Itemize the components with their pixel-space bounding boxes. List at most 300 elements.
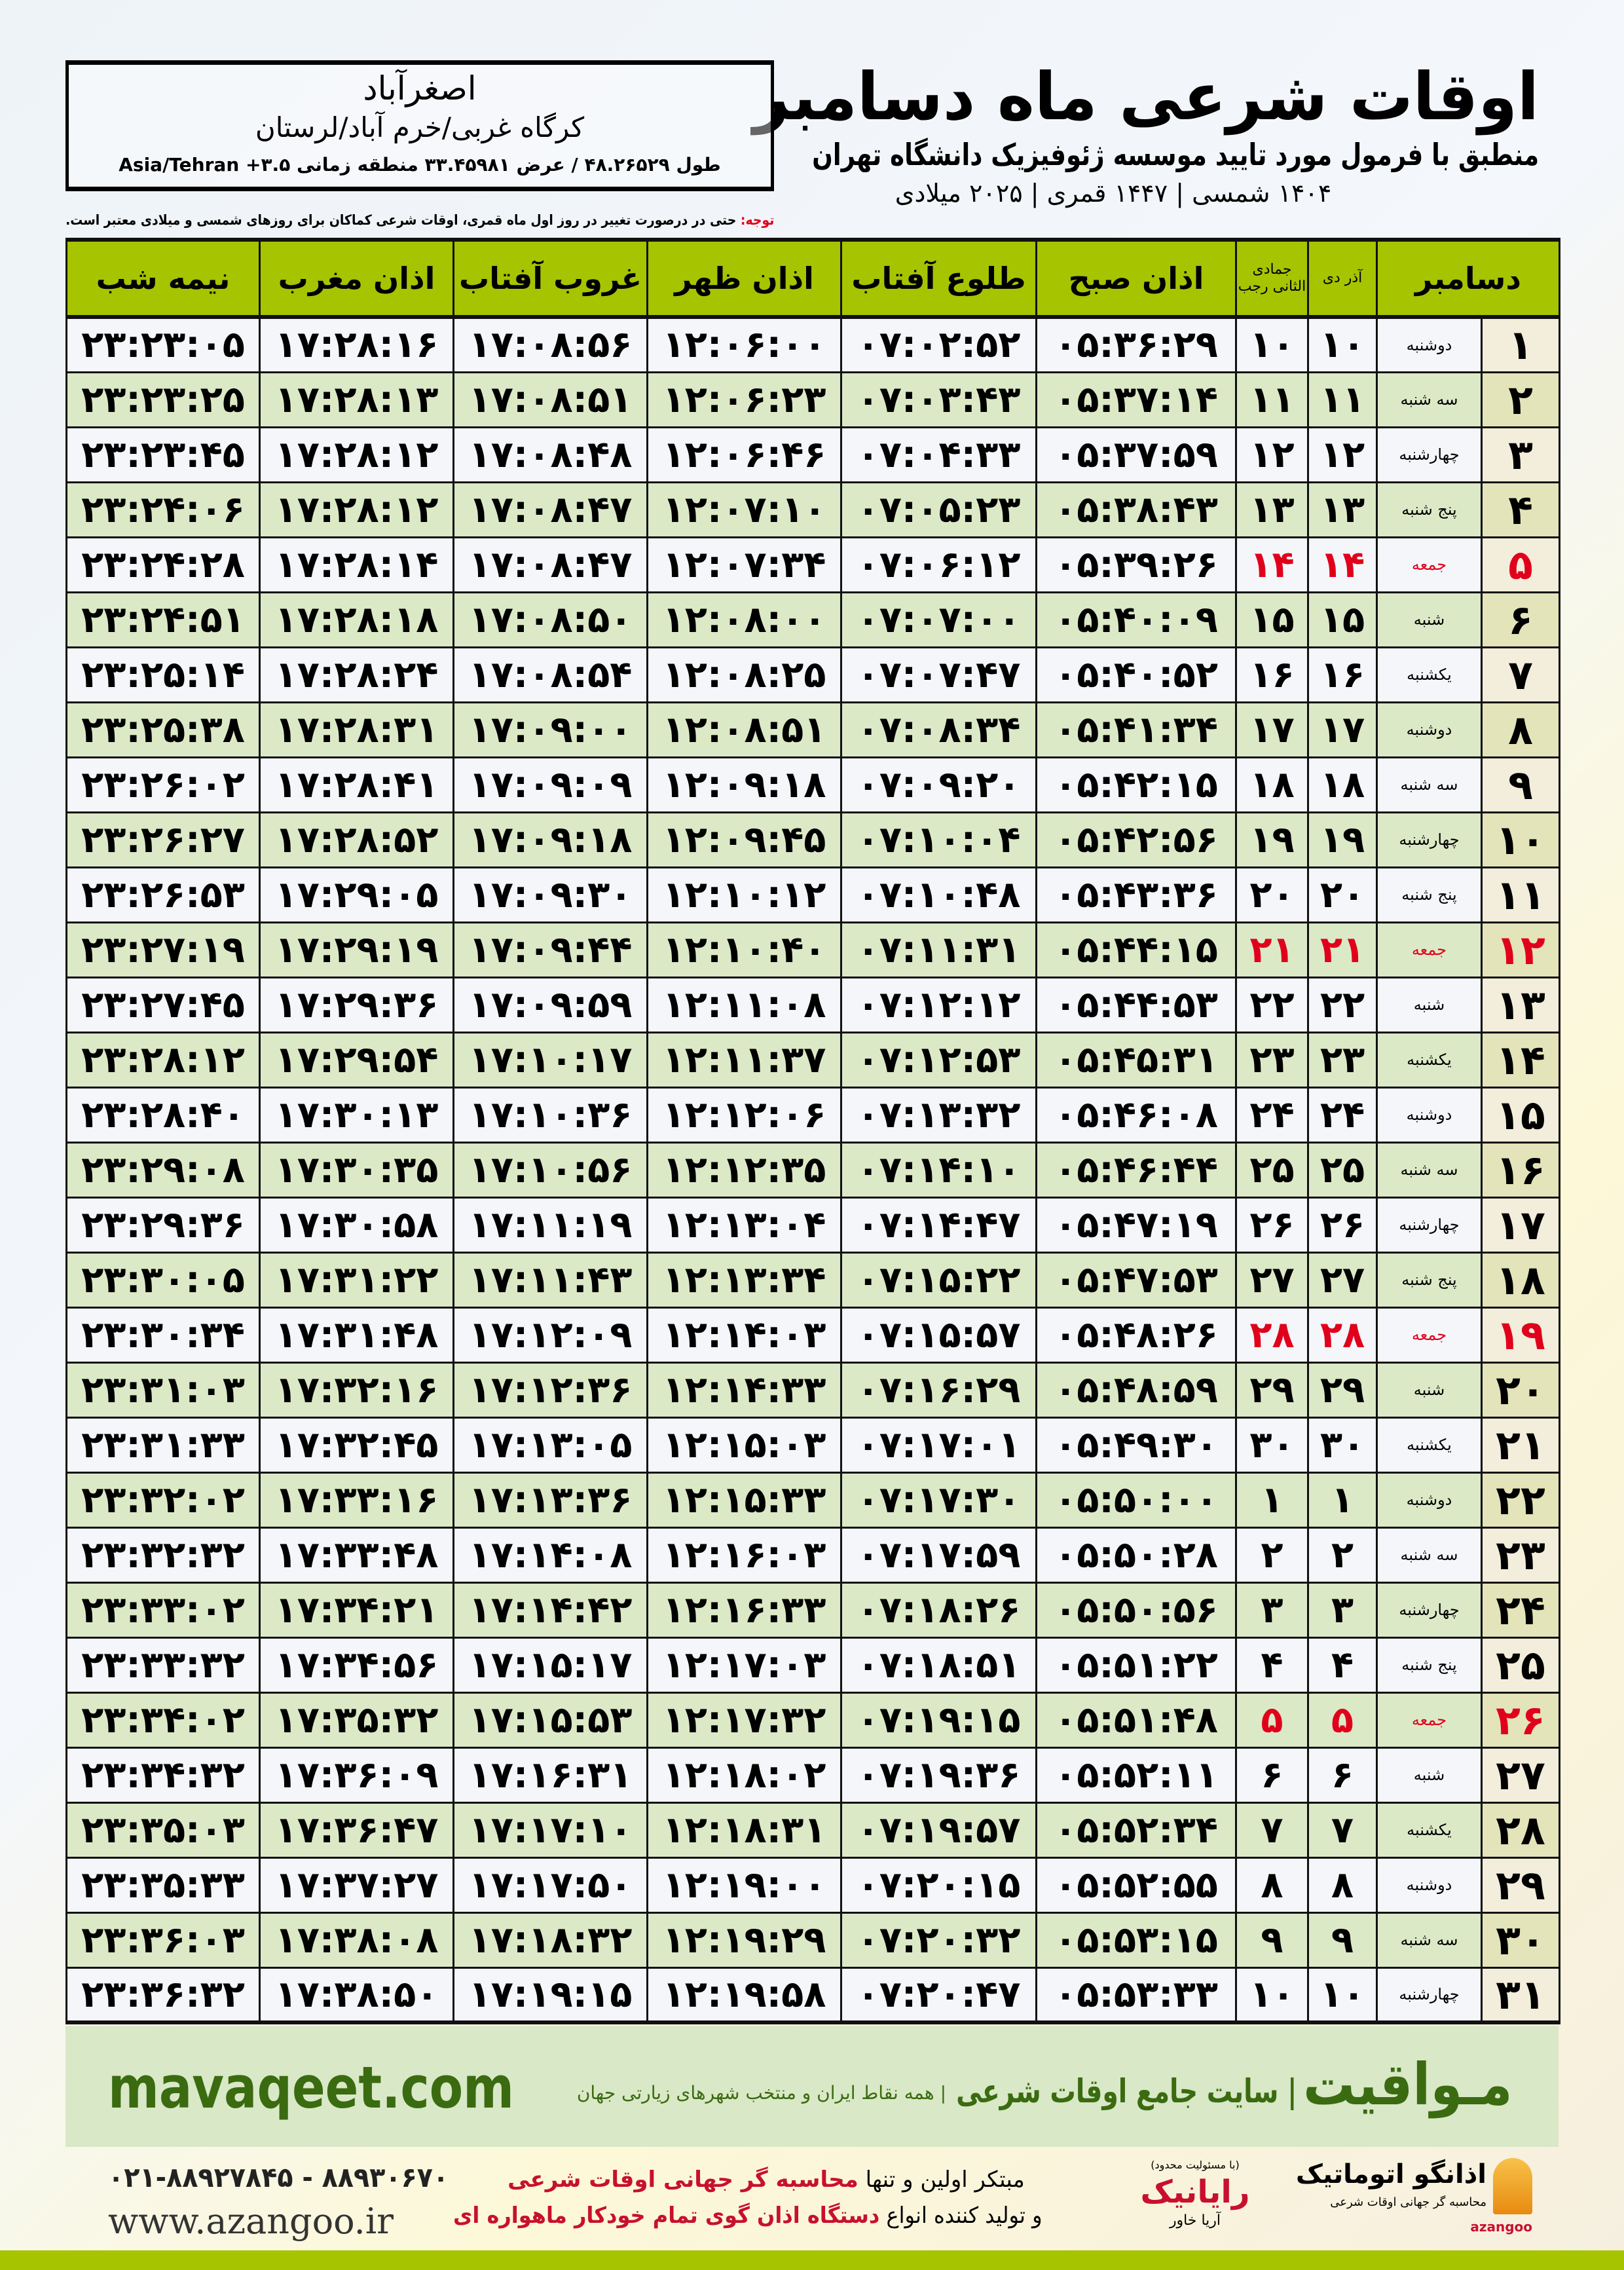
- prayer-times-table: [65, 238, 1560, 2024]
- cell-hijri-text: ۲۵: [1249, 1148, 1295, 1191]
- cell-sobh-text: ۰۵:۳۷:۵۹: [1054, 433, 1218, 476]
- cell-hijri: [1236, 592, 1308, 647]
- coords-line: [75, 153, 764, 177]
- cell-hijri-text: ۹: [1261, 1918, 1283, 1962]
- cell-zohr: [648, 812, 841, 867]
- cell-sobh-text: ۰۵:۴۶:۴۴: [1054, 1148, 1218, 1191]
- cell-nime-text: ۲۳:۳۲:۳۲: [81, 1533, 245, 1576]
- col-tolu: طلوع آفتاب: [841, 240, 1037, 317]
- cell-maghrib: [260, 482, 454, 537]
- col-dey: آذر دی: [1308, 240, 1377, 317]
- cell-dey-text: ۲۱: [1320, 928, 1365, 971]
- cell-day-text: ۹: [1508, 760, 1533, 809]
- cell-tolu-text: ۰۷:۰۲:۵۲: [857, 324, 1021, 367]
- cell-sobh: [1037, 647, 1236, 702]
- cell-hijri: [1236, 1747, 1308, 1802]
- cell-dey: [1308, 1307, 1377, 1362]
- cell-tolu-text: ۰۷:۰۷:۰۰: [857, 598, 1021, 641]
- cell-nime: [67, 812, 260, 867]
- cell-weekday: [1377, 1747, 1482, 1802]
- cell-hijri: [1236, 1307, 1308, 1362]
- cell-dey-text: ۱۱: [1320, 378, 1365, 421]
- cell-hijri: [1236, 482, 1308, 537]
- cell-nime-text: ۲۳:۲۸:۴۰: [81, 1093, 245, 1136]
- region-line: [75, 111, 764, 145]
- city-name: اصغرآباد: [363, 69, 477, 107]
- cell-hijri: [1236, 317, 1308, 372]
- cell-sobh-text: ۰۵:۴۴:۵۳: [1054, 983, 1218, 1026]
- cell-sobh: [1037, 1912, 1236, 1967]
- cell-ghorub-text: ۱۷:۰۸:۵۰: [468, 598, 633, 641]
- cell-zohr: [648, 1472, 841, 1527]
- table-row: [67, 1857, 1560, 1912]
- cell-weekday-text: پنج شنبه: [1401, 885, 1457, 904]
- cell-sobh-text: ۰۵:۴۲:۵۶: [1054, 818, 1218, 861]
- cell-maghrib: [260, 1252, 454, 1307]
- cell-ghorub: [454, 317, 648, 372]
- cell-nime: [67, 372, 260, 427]
- mosque-dome-icon: [1493, 2158, 1532, 2214]
- col-sobh: اذان صبح: [1037, 240, 1236, 317]
- azangoo-en: azangoo: [1470, 2219, 1532, 2235]
- cell-nime: [67, 482, 260, 537]
- cell-weekday: [1377, 1692, 1482, 1747]
- table-row: [67, 537, 1560, 592]
- cell-nime: [67, 1252, 260, 1307]
- cell-zohr-text: ۱۲:۱۹:۵۸: [662, 1973, 826, 2016]
- table-row: [67, 1307, 1560, 1362]
- cell-hijri-text: ۱۶: [1249, 653, 1295, 696]
- cell-ghorub-text: ۱۷:۰۹:۰۰: [468, 708, 633, 751]
- cell-sobh-text: ۰۵:۵۳:۱۵: [1054, 1918, 1218, 1962]
- cell-zohr: [648, 1527, 841, 1582]
- cell-tolu-text: ۰۷:۱۰:۴۸: [857, 873, 1021, 916]
- cell-ghorub-text: ۱۷:۱۰:۱۷: [468, 1038, 633, 1081]
- cell-hijri-text: ۳۰: [1249, 1423, 1295, 1466]
- cell-weekday: [1377, 812, 1482, 867]
- cell-zohr-text: ۱۲:۰۶:۴۶: [662, 433, 826, 476]
- cell-day-text: ۲۵: [1496, 1641, 1545, 1689]
- cell-sobh-text: ۰۵:۴۷:۱۹: [1054, 1203, 1218, 1246]
- table-row: [67, 1912, 1560, 1967]
- table-row: [67, 1967, 1560, 2022]
- cell-dey-text: ۱۵: [1320, 598, 1365, 641]
- cell-nime: [67, 647, 260, 702]
- cell-day: [1482, 1087, 1560, 1142]
- cell-tolu: [841, 1142, 1037, 1197]
- cell-maghrib-text: ۱۷:۳۷:۲۷: [274, 1863, 439, 1907]
- cell-dey: [1308, 647, 1377, 702]
- cell-tolu-text: ۰۷:۱۷:۰۱: [857, 1423, 1021, 1466]
- cell-sobh-text: ۰۵:۳۹:۲۶: [1054, 543, 1218, 586]
- page-subtitle: منطبق با فرمول مورد تایید موسسه ژئوفیزیک دانشگاه تهران: [811, 137, 1539, 172]
- cell-weekday-text: یکشنبه: [1407, 1821, 1452, 1839]
- year-line-wrap: [819, 178, 1408, 208]
- cell-zohr-text: ۱۲:۱۴:۰۳: [662, 1313, 826, 1356]
- cell-dey: [1308, 317, 1377, 372]
- cell-hijri: [1236, 1142, 1308, 1197]
- cell-weekday: [1377, 1032, 1482, 1087]
- cell-tolu: [841, 812, 1037, 867]
- cell-weekday: [1377, 482, 1482, 537]
- cell-day: [1482, 372, 1560, 427]
- cell-hijri-text: ۲۴: [1249, 1093, 1295, 1136]
- cell-sobh-text: ۰۵:۵۲:۳۴: [1054, 1808, 1218, 1851]
- cell-weekday: [1377, 1087, 1482, 1142]
- cell-ghorub-text: ۱۷:۱۱:۴۳: [468, 1258, 633, 1301]
- cell-ghorub-text: ۱۷:۰۹:۴۴: [468, 928, 633, 971]
- cell-zohr-text: ۱۲:۱۱:۰۸: [662, 983, 826, 1026]
- cell-zohr: [648, 1252, 841, 1307]
- cell-weekday: [1377, 1307, 1482, 1362]
- cell-zohr: [648, 372, 841, 427]
- page-title: اوقات شرعی ماه دسامبر: [752, 58, 1539, 135]
- mavaqeet-banner: [65, 2026, 1559, 2147]
- cell-zohr-text: ۱۲:۱۲:۰۶: [662, 1093, 826, 1136]
- cell-nime-text: ۲۳:۳۲:۰۲: [81, 1478, 245, 1521]
- cell-zohr-text: ۱۲:۰۹:۴۵: [662, 818, 826, 861]
- cell-day-text: ۲۲: [1496, 1476, 1545, 1524]
- azangoo-url-wrap: [108, 2201, 449, 2242]
- cell-day-text: ۳۰: [1496, 1916, 1545, 1964]
- cell-dey-text: ۴: [1331, 1643, 1354, 1686]
- cell-zohr: [648, 702, 841, 757]
- cell-maghrib-text: ۱۷:۳۰:۵۸: [274, 1203, 439, 1246]
- cell-sobh: [1037, 1142, 1236, 1197]
- cell-hijri-text: ۲۸: [1249, 1313, 1295, 1356]
- cell-weekday-text: سه شنبه: [1400, 1546, 1458, 1564]
- cell-dey-text: ۲۲: [1320, 983, 1365, 1026]
- cell-weekday: [1377, 1912, 1482, 1967]
- cell-day: [1482, 592, 1560, 647]
- cell-day: [1482, 1527, 1560, 1582]
- cell-ghorub: [454, 1032, 648, 1087]
- cell-ghorub: [454, 1307, 648, 1362]
- cell-weekday: [1377, 372, 1482, 427]
- tagline-2-wrap: [553, 2081, 946, 2105]
- cell-sobh-text: ۰۵:۳۶:۲۹: [1054, 324, 1218, 367]
- cell-zohr-text: ۱۲:۰۸:۵۱: [662, 708, 826, 751]
- cell-weekday: [1377, 702, 1482, 757]
- cell-day-text: ۲۷: [1496, 1751, 1545, 1799]
- cell-day-text: ۸: [1508, 705, 1533, 754]
- cell-zohr: [648, 922, 841, 977]
- cell-day-text: ۲۱: [1496, 1421, 1545, 1469]
- cell-hijri: [1236, 1472, 1308, 1527]
- cell-dey: [1308, 1967, 1377, 2022]
- cell-sobh: [1037, 1582, 1236, 1637]
- cell-sobh-text: ۰۵:۴۸:۲۶: [1054, 1313, 1218, 1356]
- cell-sobh-text: ۰۵:۴۹:۳۰: [1054, 1423, 1218, 1466]
- cell-hijri: [1236, 757, 1308, 812]
- cell-sobh-text: ۰۵:۵۰:۲۸: [1054, 1533, 1218, 1576]
- cell-sobh: [1037, 372, 1236, 427]
- cell-nime-text: ۲۳:۲۶:۲۷: [81, 818, 245, 861]
- cell-sobh: [1037, 1967, 1236, 2022]
- cell-day-text: ۲۹: [1496, 1861, 1545, 1909]
- cell-dey-text: ۱۰: [1320, 324, 1365, 367]
- site-url[interactable]: mavaqeet.com: [108, 2054, 514, 2121]
- cell-weekday-text: چهارشنبه: [1399, 1985, 1460, 2004]
- rayanik-small: (با مسئولیت محدود): [1151, 2159, 1240, 2171]
- cell-ghorub: [454, 1142, 648, 1197]
- col-nime: نیمه شب: [67, 240, 260, 317]
- cell-zohr-text: ۱۲:۱۰:۴۰: [662, 928, 826, 971]
- cell-tolu: [841, 1417, 1037, 1472]
- cell-weekday-text: سه شنبه: [1400, 1931, 1458, 1949]
- cell-weekday-text: جمعه: [1411, 1326, 1447, 1344]
- cell-tolu-text: ۰۷:۱۴:۴۷: [857, 1203, 1021, 1246]
- cell-day: [1482, 317, 1560, 372]
- cell-nime: [67, 1582, 260, 1637]
- cell-hijri: [1236, 647, 1308, 702]
- cell-nime-text: ۲۳:۳۰:۰۵: [81, 1258, 245, 1301]
- cell-ghorub-text: ۱۷:۰۸:۴۸: [468, 433, 633, 476]
- table-row: [67, 1582, 1560, 1637]
- cell-maghrib-text: ۱۷:۲۸:۵۲: [274, 818, 439, 861]
- cell-dey: [1308, 1912, 1377, 1967]
- cell-weekday-text: شنبه: [1413, 1766, 1445, 1784]
- cell-hijri-text: ۲۶: [1249, 1203, 1295, 1246]
- cell-weekday-text: سه شنبه: [1400, 390, 1458, 409]
- cell-sobh-text: ۰۵:۵۱:۲۲: [1054, 1643, 1218, 1686]
- table-row: [67, 867, 1560, 922]
- cell-dey-text: ۲۳: [1320, 1038, 1365, 1081]
- cell-hijri-text: ۱۴: [1249, 543, 1295, 586]
- cell-dey: [1308, 1582, 1377, 1637]
- cell-nime-text: ۲۳:۲۹:۰۸: [81, 1148, 245, 1191]
- cell-zohr-text: ۱۲:۱۴:۳۳: [662, 1368, 826, 1411]
- cell-zohr: [648, 482, 841, 537]
- cell-sobh: [1037, 1527, 1236, 1582]
- cell-zohr: [648, 1747, 841, 1802]
- cell-sobh: [1037, 1307, 1236, 1362]
- cell-tolu: [841, 1252, 1037, 1307]
- cell-tolu: [841, 1197, 1037, 1252]
- cell-zohr-text: ۱۲:۱۹:۰۰: [662, 1863, 826, 1907]
- cell-dey: [1308, 702, 1377, 757]
- promo-1b: محاسبه گر جهانی اوقات شرعی: [507, 2167, 858, 2193]
- brand-wrap: [1303, 2052, 1513, 2117]
- table-row: [67, 702, 1560, 757]
- cell-ghorub-text: ۱۷:۰۹:۵۹: [468, 983, 633, 1026]
- cell-hijri-text: ۱۸: [1249, 763, 1295, 806]
- notice: [65, 211, 774, 229]
- notice-text: حتی در درصورت تغییر در روز اول ماه قمری، اوقات شرعی کماکان برای روزهای شمسی و میلادی معتبر است.: [65, 212, 741, 228]
- cell-zohr-text: ۱۲:۰۷:۱۰: [662, 488, 826, 531]
- cell-nime: [67, 1692, 260, 1747]
- cell-maghrib-text: ۱۷:۲۸:۱۴: [274, 543, 439, 586]
- cell-sobh: [1037, 1857, 1236, 1912]
- cell-dey: [1308, 1692, 1377, 1747]
- cell-day: [1482, 482, 1560, 537]
- cell-maghrib-text: ۱۷:۳۰:۳۵: [274, 1148, 439, 1191]
- cell-dey: [1308, 482, 1377, 537]
- cell-nime: [67, 1087, 260, 1142]
- cell-day-text: ۱۰: [1496, 815, 1545, 864]
- cell-dey: [1308, 1197, 1377, 1252]
- cell-zohr-text: ۱۲:۰۸:۲۵: [662, 653, 826, 696]
- cell-dey-text: ۱۷: [1320, 708, 1365, 751]
- cell-nime: [67, 1197, 260, 1252]
- cell-weekday-text: یکشنبه: [1407, 1051, 1452, 1069]
- cell-dey: [1308, 757, 1377, 812]
- city-line: [75, 69, 764, 108]
- rayanik-sub: آریا خاور: [1169, 2212, 1221, 2229]
- cell-maghrib: [260, 702, 454, 757]
- col-hijri: جمادی الثانی رجب: [1236, 240, 1308, 317]
- cell-hijri: [1236, 1197, 1308, 1252]
- cell-day: [1482, 1802, 1560, 1857]
- cell-maghrib: [260, 1967, 454, 2022]
- year-line: ۱۴۰۴ شمسی | ۱۴۴۷ قمری | ۲۰۲۵ میلادی: [895, 179, 1332, 208]
- cell-sobh-text: ۰۵:۴۳:۳۶: [1054, 873, 1218, 916]
- table-row: [67, 1802, 1560, 1857]
- cell-maghrib: [260, 647, 454, 702]
- cell-weekday: [1377, 1142, 1482, 1197]
- cell-sobh: [1037, 592, 1236, 647]
- cell-maghrib-text: ۱۷:۳۴:۵۶: [274, 1643, 439, 1686]
- cell-ghorub: [454, 867, 648, 922]
- cell-tolu-text: ۰۷:۲۰:۴۷: [857, 1973, 1021, 2016]
- cell-zohr: [648, 1307, 841, 1362]
- cell-nime: [67, 1142, 260, 1197]
- cell-dey-text: ۱۳: [1320, 488, 1365, 531]
- cell-nime: [67, 1417, 260, 1472]
- cell-day: [1482, 1857, 1560, 1912]
- cell-day: [1482, 427, 1560, 482]
- location-box: [65, 60, 774, 191]
- cell-dey: [1308, 427, 1377, 482]
- cell-ghorub: [454, 1967, 648, 2022]
- cell-nime: [67, 1032, 260, 1087]
- cell-ghorub-text: ۱۷:۰۹:۱۸: [468, 818, 633, 861]
- cell-tolu: [841, 482, 1037, 537]
- cell-zohr: [648, 977, 841, 1032]
- cell-sobh-text: ۰۵:۴۷:۵۳: [1054, 1258, 1218, 1301]
- table-row: [67, 317, 1560, 372]
- cell-nime-text: ۲۳:۲۴:۲۸: [81, 543, 245, 586]
- cell-maghrib: [260, 1472, 454, 1527]
- cell-sobh: [1037, 757, 1236, 812]
- cell-dey: [1308, 1362, 1377, 1417]
- cell-zohr: [648, 1142, 841, 1197]
- cell-dey: [1308, 1802, 1377, 1857]
- cell-dey: [1308, 1417, 1377, 1472]
- cell-tolu: [841, 372, 1037, 427]
- cell-zohr: [648, 1582, 841, 1637]
- cell-maghrib-text: ۱۷:۳۳:۴۸: [274, 1533, 439, 1576]
- cell-nime-text: ۲۳:۲۸:۱۲: [81, 1038, 245, 1081]
- cell-ghorub-text: ۱۷:۱۷:۵۰: [468, 1863, 633, 1907]
- cell-dey-text: ۷: [1331, 1808, 1354, 1851]
- coordinates: طول ۴۸.۲۶۵۲۹ / عرض ۳۳.۴۵۹۸۱ منطقه زمانی ۳.۵+ Asia/Tehran: [119, 154, 721, 176]
- cell-hijri: [1236, 1967, 1308, 2022]
- cell-ghorub: [454, 647, 648, 702]
- cell-hijri-text: ۲۳: [1249, 1038, 1295, 1081]
- cell-dey: [1308, 977, 1377, 1032]
- cell-zohr: [648, 1637, 841, 1692]
- cell-hijri-text: ۲۷: [1249, 1258, 1295, 1301]
- cell-ghorub-text: ۱۷:۱۵:۱۷: [468, 1643, 633, 1686]
- cell-day: [1482, 812, 1560, 867]
- cell-nime: [67, 592, 260, 647]
- cell-tolu: [841, 647, 1037, 702]
- cell-maghrib-text: ۱۷:۳۸:۵۰: [274, 1973, 439, 2016]
- cell-hijri-text: ۵: [1261, 1698, 1283, 1741]
- cell-dey-text: ۱۲: [1320, 433, 1365, 476]
- cell-nime: [67, 1912, 260, 1967]
- cell-ghorub-text: ۱۷:۰۸:۴۷: [468, 488, 633, 531]
- cell-weekday: [1377, 1197, 1482, 1252]
- cell-zohr-text: ۱۲:۱۵:۳۳: [662, 1478, 826, 1521]
- cell-dey: [1308, 1087, 1377, 1142]
- cell-day-text: ۱۲: [1496, 925, 1545, 974]
- cell-day-text: ۲۶: [1496, 1696, 1545, 1744]
- table-row: [67, 1472, 1560, 1527]
- cell-sobh: [1037, 812, 1236, 867]
- cell-zohr-text: ۱۲:۱۷:۳۲: [662, 1698, 826, 1741]
- cell-ghorub: [454, 1692, 648, 1747]
- promo-line-1: [471, 2165, 1061, 2195]
- cell-dey-text: ۵: [1331, 1698, 1354, 1741]
- bottom-bar: [0, 2250, 1624, 2270]
- cell-zohr: [648, 537, 841, 592]
- cell-zohr: [648, 1362, 841, 1417]
- cell-day: [1482, 1032, 1560, 1087]
- brand-tagline: | سایت جامع اوقات شرعی: [955, 2072, 1297, 2110]
- table-row: [67, 427, 1560, 482]
- cell-tolu-text: ۰۷:۱۶:۲۹: [857, 1368, 1021, 1411]
- cell-maghrib: [260, 1692, 454, 1747]
- cell-tolu: [841, 867, 1037, 922]
- cell-sobh: [1037, 977, 1236, 1032]
- cell-sobh-text: ۰۵:۴۵:۳۱: [1054, 1038, 1218, 1081]
- cell-day-text: ۶: [1508, 595, 1533, 644]
- cell-ghorub: [454, 427, 648, 482]
- cell-hijri: [1236, 1527, 1308, 1582]
- cell-ghorub-text: ۱۷:۱۲:۰۹: [468, 1313, 633, 1356]
- cell-maghrib: [260, 1747, 454, 1802]
- cell-ghorub: [454, 1802, 648, 1857]
- cell-hijri: [1236, 1362, 1308, 1417]
- cell-weekday-text: شنبه: [1413, 610, 1445, 629]
- cell-hijri: [1236, 1032, 1308, 1087]
- cell-ghorub-text: ۱۷:۱۲:۳۶: [468, 1368, 633, 1411]
- cell-maghrib-text: ۱۷:۳۲:۱۶: [274, 1368, 439, 1411]
- cell-ghorub: [454, 1912, 648, 1967]
- cell-zohr: [648, 1857, 841, 1912]
- cell-hijri: [1236, 1582, 1308, 1637]
- cell-maghrib: [260, 537, 454, 592]
- cell-ghorub: [454, 1087, 648, 1142]
- cell-tolu-text: ۰۷:۱۲:۱۲: [857, 983, 1021, 1026]
- cell-dey-text: ۳: [1331, 1588, 1354, 1631]
- cell-nime: [67, 317, 260, 372]
- cell-weekday-text: چهارشنبه: [1399, 445, 1460, 464]
- cell-weekday: [1377, 1802, 1482, 1857]
- cell-dey-text: ۶: [1331, 1753, 1354, 1796]
- cell-maghrib-text: ۱۷:۳۲:۴۵: [274, 1423, 439, 1466]
- cell-nime-text: ۲۳:۳۰:۳۴: [81, 1313, 245, 1356]
- azangoo-url[interactable]: www.azangoo.ir: [108, 2201, 394, 2242]
- cell-tolu-text: ۰۷:۰۳:۴۳: [857, 378, 1021, 421]
- cell-zohr-text: ۱۲:۱۹:۲۹: [662, 1918, 826, 1962]
- cell-weekday-text: یکشنبه: [1407, 665, 1452, 684]
- cell-nime-text: ۲۳:۳۶:۳۲: [81, 1973, 245, 2016]
- cell-ghorub: [454, 1747, 648, 1802]
- cell-dey-text: ۱۹: [1320, 818, 1365, 861]
